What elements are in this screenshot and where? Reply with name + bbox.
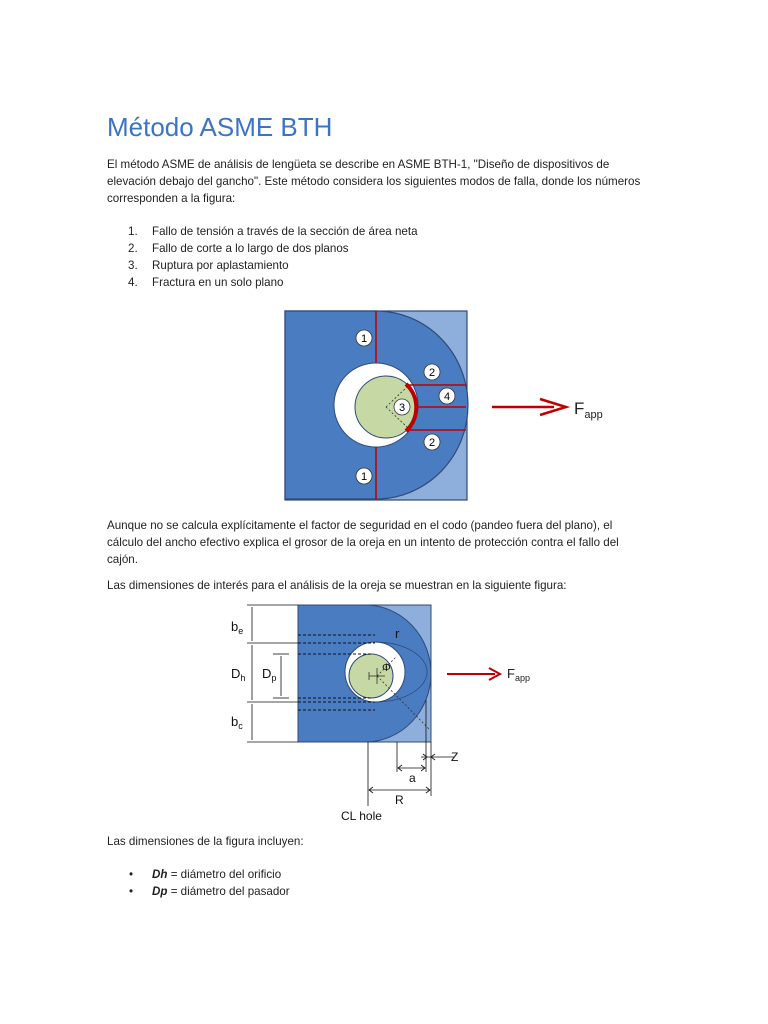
- mode-label-1-bottom: [356, 468, 372, 484]
- term: Dp: [152, 885, 168, 898]
- be-label: $b_e$: [231, 619, 244, 636]
- failure-modes-list: [107, 223, 418, 291]
- svg-text:4: 4: [443, 391, 451, 403]
- list-item: [107, 223, 418, 240]
- bullet: •: [129, 885, 134, 898]
- intro-line: corresponden a la figura:: [107, 192, 236, 205]
- list-number: 3.: [128, 259, 138, 272]
- svg-text:2: 2: [428, 437, 436, 449]
- bullet: •: [129, 868, 134, 881]
- list-number: 2.: [128, 242, 138, 255]
- dimensions-figure: [225, 600, 545, 825]
- dimensions-caption: Las dimensiones de la figura incluyen:: [107, 835, 304, 848]
- list-item: [107, 274, 418, 291]
- R-label: R: [395, 793, 404, 807]
- list-item: [107, 883, 290, 900]
- intro-line: elevación debajo del gancho". Este método considera los siguientes modos de falla, donde los números: [107, 175, 641, 188]
- paragraph-line: Aunque no se calcula explícitamente el factor de seguridad en el codo (pandeo fuera del plano), el: [107, 519, 613, 532]
- list-text: Fallo de corte a lo largo de dos planos: [152, 242, 349, 255]
- bc-label: $b_c$: [231, 714, 243, 731]
- paragraph-line: cálculo del ancho efectivo explica el grosor de la oreja en un intento de protección contra el fallo del: [107, 536, 619, 549]
- intro-paragraph: [107, 156, 672, 207]
- intro-line: El método ASME de análisis de lengüeta se describe en ASME BTH-1, "Diseño de dispositivos de: [107, 158, 610, 171]
- list-text: Fallo de tensión a través de la sección de área neta: [152, 225, 418, 238]
- mode-label-2-bottom: [424, 434, 440, 450]
- page-title: Método ASME BTH: [107, 112, 333, 142]
- term-description: = diámetro del orificio: [167, 868, 282, 881]
- svg-text:3: 3: [398, 402, 406, 414]
- mode-label-2-top: [424, 364, 440, 380]
- list-number: 1.: [128, 225, 138, 238]
- mode-label-3: [394, 399, 410, 415]
- svg-text:2: 2: [428, 367, 436, 379]
- force-label: $F_{app}$: [574, 399, 603, 421]
- cl-hole-label: CL hole: [341, 809, 382, 823]
- elbow-paragraph: [107, 517, 672, 568]
- list-item: [107, 240, 418, 257]
- list-text: Ruptura por aplastamiento: [152, 259, 289, 272]
- term: Dh: [152, 868, 168, 881]
- a-label: a: [409, 771, 416, 785]
- list-item: [107, 257, 418, 274]
- list-number: 4.: [128, 276, 138, 289]
- r-label: r: [395, 626, 400, 641]
- dp-label: $D_p$: [262, 666, 277, 683]
- term-description: = diámetro del pasador: [167, 885, 290, 898]
- dimensions-intro: Las dimensiones de interés para el análisis de la oreja se muestran en la siguiente figura:: [107, 579, 567, 592]
- dh-label: $D_h$: [231, 666, 246, 683]
- failure-modes-figure: [284, 310, 614, 502]
- list-text: Fractura en un solo plano: [152, 276, 284, 289]
- svg-text:1: 1: [360, 471, 368, 483]
- force-label: $F_{app}$: [507, 666, 530, 683]
- phi-label: Φ: [382, 662, 391, 674]
- list-item: [107, 866, 290, 883]
- svg-text:1: 1: [360, 333, 368, 345]
- mode-label-4: [439, 388, 455, 404]
- paragraph-line: cajón.: [107, 553, 138, 566]
- dimensions-list: [107, 866, 290, 900]
- mode-label-1-top: [356, 330, 372, 346]
- z-label: Z: [451, 750, 459, 764]
